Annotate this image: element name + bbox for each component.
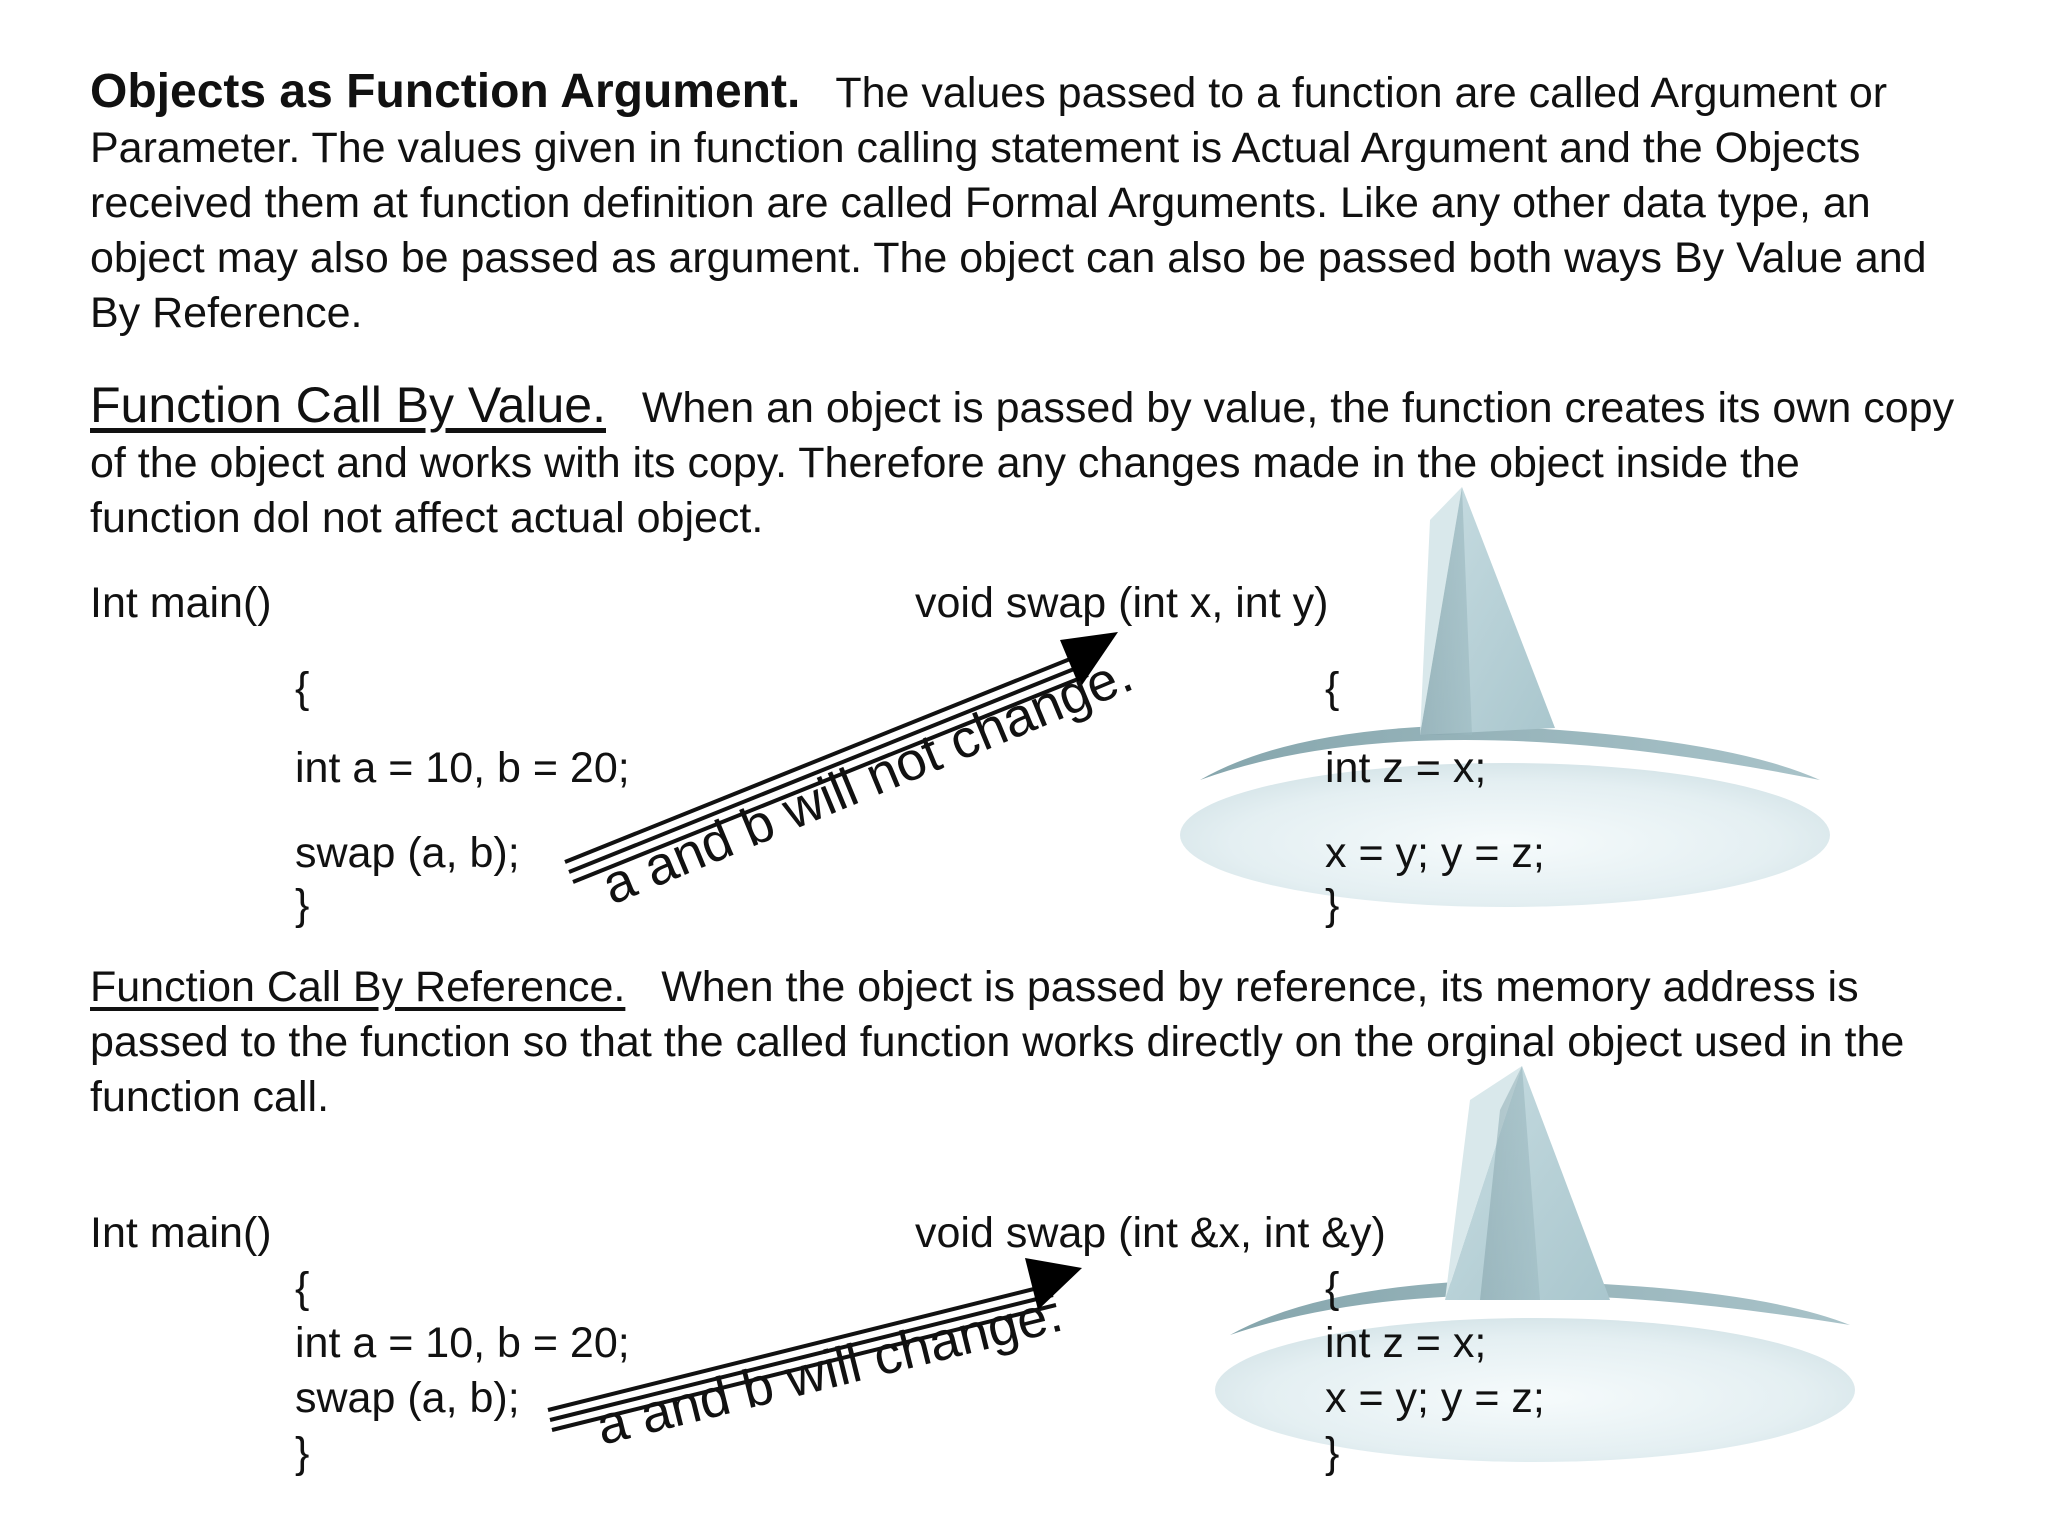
by-reference-close-brace: } bbox=[295, 1429, 310, 1477]
by-value-code-line-1: int a = 10, b = 20; bbox=[295, 744, 630, 792]
by-reference-func-signature: void swap (int &x, int &y) bbox=[915, 1209, 1386, 1257]
by-reference-func-line-2: x = y; y = z; bbox=[1325, 1374, 1545, 1422]
by-reference-code-line-2: swap (a, b); bbox=[295, 1374, 520, 1422]
by-value-close-brace: } bbox=[295, 881, 310, 929]
by-value-main-signature: Int main() bbox=[90, 579, 272, 627]
by-reference-open-brace: { bbox=[295, 1264, 310, 1312]
arrow-label-by-value: a and b will not change. bbox=[593, 643, 1141, 917]
by-reference-text: When the object is passed by reference, its memory address is passed to the function so that the called function works directly on the orginal object used in the function call. bbox=[90, 963, 1905, 1121]
by-reference-code-line-1: int a = 10, b = 20; bbox=[295, 1319, 630, 1367]
intro-text: The values passed to a function are called Argument or Parameter. The values given in function calling statement is Actual Argument and the Objects received them at function definition are called Formal Arguments. Like any other data type, an object may also be passed as argument. The object can also be passed both ways By Value and By Reference. bbox=[90, 69, 1927, 337]
by-value-open-brace: { bbox=[295, 664, 310, 712]
by-value-func-line-2: x = y; y = z; bbox=[1325, 829, 1545, 877]
by-reference-func-close-brace: } bbox=[1325, 1429, 1340, 1477]
by-value-text: When an object is passed by value, the function creates its own copy of the object and works with its copy. Therefore any changes made in the object inside the function dol not affect actual object. bbox=[90, 384, 1955, 542]
by-reference-main-signature: Int main() bbox=[90, 1209, 272, 1257]
arrow-label-by-reference: a and b will change. bbox=[590, 1282, 1069, 1457]
by-value-func-open-brace: { bbox=[1325, 664, 1340, 712]
intro-heading: Objects as Function Argument. bbox=[90, 65, 801, 118]
by-reference-func-line-1: int z = x; bbox=[1325, 1319, 1487, 1367]
by-value-code-line-2: swap (a, b); bbox=[295, 829, 520, 877]
by-reference-paragraph bbox=[90, 960, 1960, 1125]
intro-paragraph bbox=[90, 64, 1960, 341]
by-value-func-line-1: int z = x; bbox=[1325, 744, 1487, 792]
by-value-func-signature: void swap (int x, int y) bbox=[915, 579, 1329, 627]
by-value-paragraph bbox=[90, 378, 1960, 546]
by-reference-func-open-brace: { bbox=[1325, 1264, 1340, 1312]
by-reference-heading: Function Call By Reference. bbox=[90, 963, 626, 1011]
by-value-heading: Function Call By Value. bbox=[90, 377, 606, 433]
by-value-func-close-brace: } bbox=[1325, 881, 1340, 929]
